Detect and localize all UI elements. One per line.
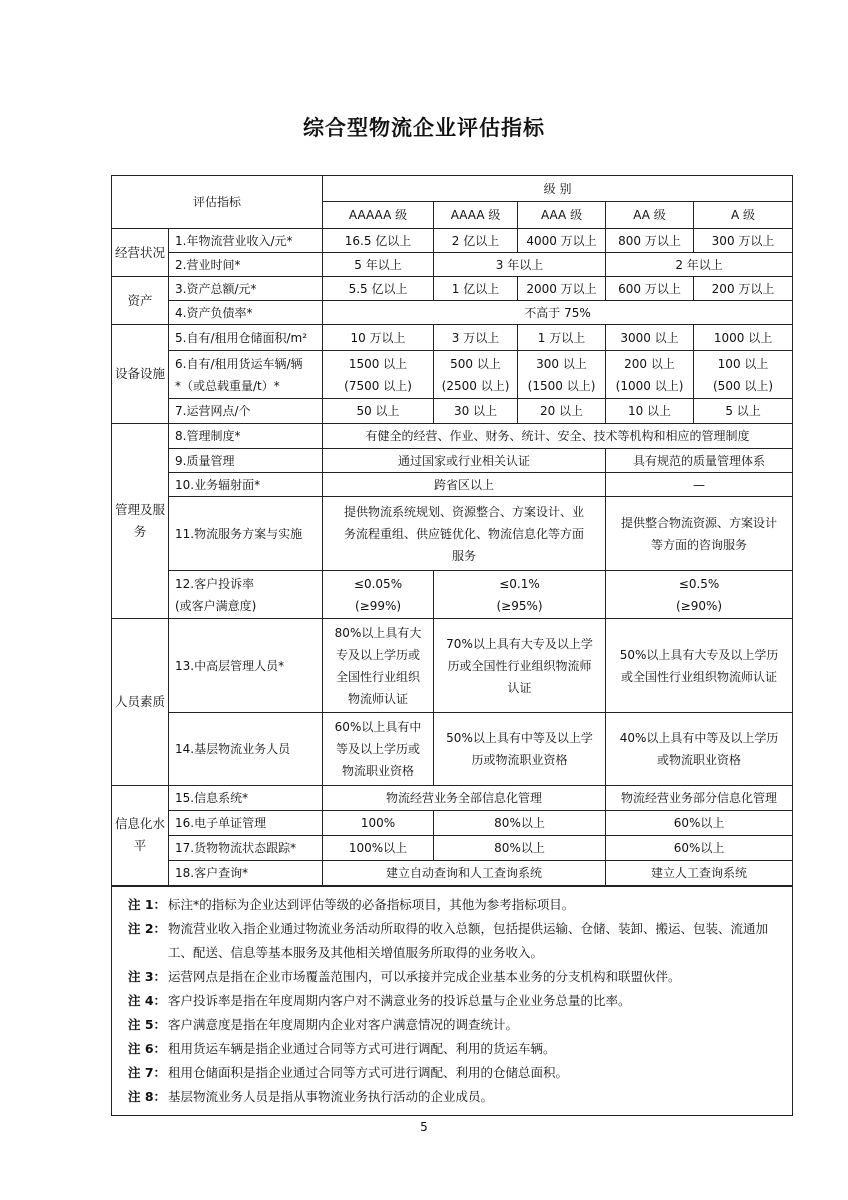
- category-label: 经营状况: [112, 229, 169, 277]
- value-line: (2500 以上): [441, 378, 510, 393]
- indicator-label: 2.营业时间*: [169, 253, 323, 277]
- evaluation-table: [111, 175, 793, 1116]
- value-cell: 2000 万以上: [518, 277, 606, 301]
- table-row: [112, 713, 793, 786]
- notes-row: [112, 886, 793, 1116]
- value-cell: 50 以上: [323, 399, 434, 424]
- indicator-label: 17.货物物流状态跟踪*: [169, 836, 323, 861]
- value-cell: 2 亿以上: [434, 229, 518, 253]
- table-row: [112, 571, 793, 619]
- value-cell: 建立自动查询和人工查询系统: [323, 861, 606, 886]
- value-cell: [323, 571, 434, 619]
- value-cell: 具有规范的质量管理体系: [606, 449, 793, 473]
- value-cell: 4000 万以上: [518, 229, 606, 253]
- value-line: 提供物流系统规划、资源整合、方案设计、业: [344, 504, 585, 519]
- table-row: [112, 619, 793, 713]
- value-line: 全国性行业组织: [336, 669, 421, 684]
- grade-header: AAAA 级: [434, 202, 518, 229]
- category-label: 信息化水平: [112, 786, 169, 886]
- value-line: 等方面的咨询服务: [651, 537, 748, 552]
- note-text: 租用仓储面积是指企业通过合同等方式可进行调配、利用的仓储总面积。: [168, 1064, 569, 1080]
- indicator-label-line: (或客户满意度): [175, 598, 257, 613]
- indicator-label: 15.信息系统*: [169, 786, 323, 811]
- value-cell: [434, 619, 606, 713]
- note-text: 租用货运车辆是指企业通过合同等方式可进行调配、利用的货运车辆。: [168, 1040, 556, 1056]
- value-cell: 有健全的经营、作业、财务、统计、安全、技术等机构和相应的管理制度: [323, 424, 793, 449]
- table-row: [112, 424, 793, 449]
- value-cell: 通过国家或行业相关认证: [323, 449, 606, 473]
- table-row: [112, 253, 793, 277]
- table-row: [112, 836, 793, 861]
- table-row: [112, 811, 793, 836]
- note-item: [128, 1061, 786, 1085]
- table-row: [112, 229, 793, 253]
- indicator-label-line: *（或总载重量/t）*: [175, 378, 280, 393]
- value-cell: 800 万以上: [606, 229, 694, 253]
- value-cell: [518, 351, 606, 399]
- value-cell: 600 万以上: [606, 277, 694, 301]
- value-line: (7500 以上): [344, 378, 412, 393]
- page-number: 5: [420, 1120, 428, 1134]
- value-line: (500 以上): [713, 378, 774, 393]
- value-cell: [434, 571, 606, 619]
- value-cell: 60%以上: [606, 836, 793, 861]
- table-row: [112, 399, 793, 424]
- value-line: ≤0.5%: [678, 576, 720, 591]
- grade-header: A 级: [694, 202, 793, 229]
- category-label: 资产: [112, 277, 169, 325]
- note-text: 客户投诉率是指在年度周期内客户对不满意业务的投诉总量与企业业务总量的比率。: [168, 992, 631, 1008]
- note-text: 客户满意度是指在年度周期内企业对客户满意情况的调查统计。: [168, 1016, 519, 1032]
- value-cell: 10 以上: [606, 399, 694, 424]
- value-cell: 5 年以上: [323, 253, 434, 277]
- indicator-label: 1.年物流营业收入/元*: [169, 229, 323, 253]
- note-text: 运营网点是指在企业市场覆盖范围内，可以承接并完成企业基本业务的分支机构和联盟伙伴。: [168, 968, 681, 984]
- category-label: 人员素质: [112, 619, 169, 786]
- grade-header: AAAAA 级: [323, 202, 434, 229]
- note-label: 注 4：: [128, 992, 167, 1008]
- value-cell: 跨省区以上: [323, 473, 606, 497]
- value-line: 历或全国性行业组织物流师: [447, 658, 592, 673]
- value-line: 60%以上具有中: [334, 720, 422, 734]
- value-line: 1500 以上: [348, 356, 408, 371]
- value-line: 40%以上具有中等及以上学历: [619, 731, 779, 745]
- value-cell: 不高于 75%: [323, 301, 793, 325]
- indicator-label: 4.资产负债率*: [169, 301, 323, 325]
- value-cell: [323, 619, 434, 713]
- notes-cell: [112, 886, 793, 1116]
- value-line: 100 以上: [717, 356, 769, 371]
- note-label: 注 5：: [128, 1016, 167, 1032]
- value-cell: 3 万以上: [434, 325, 518, 351]
- value-cell: 100%: [323, 811, 434, 836]
- indicator-label: 11.物流服务方案与实施: [169, 497, 323, 571]
- note-item: [128, 1037, 786, 1061]
- value-cell: 1 亿以上: [434, 277, 518, 301]
- value-cell: 300 万以上: [694, 229, 793, 253]
- note-text: 基层物流业务人员是指从事物流业务执行活动的企业成员。: [168, 1088, 494, 1104]
- header-level: 级 别: [323, 176, 793, 202]
- value-cell: 200 万以上: [694, 277, 793, 301]
- note-text: 标注*的指标为企业达到评估等级的必备指标项目，其他为参考指标项目。: [168, 896, 575, 912]
- value-cell: 60%以上: [606, 811, 793, 836]
- note-label: 注 1：: [128, 896, 167, 912]
- note-label: 注 2：: [128, 920, 167, 936]
- grade-header: AA 级: [606, 202, 694, 229]
- value-line: 历或物流职业资格: [471, 753, 568, 767]
- table-row: [112, 497, 793, 571]
- value-line: 专及以上学历或: [336, 647, 421, 662]
- note-label: 注 7：: [128, 1064, 167, 1080]
- grade-header: AAA 级: [518, 202, 606, 229]
- indicator-label: 8.管理制度*: [169, 424, 323, 449]
- value-line: (≥95%): [496, 598, 543, 613]
- indicator-label: [169, 351, 323, 399]
- indicator-label: 14.基层物流业务人员: [169, 713, 323, 786]
- value-line: 物流职业资格: [342, 764, 415, 778]
- value-cell: [323, 713, 434, 786]
- value-line: 提供整合物流资源、方案设计: [621, 515, 778, 530]
- indicator-label-line: 6.自有/租用货运车辆/辆: [175, 356, 303, 371]
- table-row: [112, 449, 793, 473]
- value-cell: 2 年以上: [606, 253, 793, 277]
- indicator-label: 5.自有/租用仓储面积/m²: [169, 325, 323, 351]
- value-cell: 10 万以上: [323, 325, 434, 351]
- value-line: (1500 以上): [527, 378, 596, 393]
- note-label: 注 8：: [128, 1088, 167, 1104]
- value-cell: 100%以上: [323, 836, 434, 861]
- note-label: 注 6：: [128, 1040, 167, 1056]
- note-item: [128, 893, 786, 917]
- value-cell: 30 以上: [434, 399, 518, 424]
- value-cell: [434, 713, 606, 786]
- value-line: 等及以上学历或: [336, 742, 421, 756]
- note-item: [128, 989, 786, 1013]
- note-item: [128, 1013, 786, 1037]
- value-cell: [606, 351, 694, 399]
- value-line: 服务: [452, 548, 477, 563]
- indicator-label-line: 12.客户投诉率: [175, 576, 255, 591]
- value-cell: [606, 571, 793, 619]
- category-label: 设备设施: [112, 325, 169, 424]
- indicator-label: 18.客户查询*: [169, 861, 323, 886]
- value-cell: [323, 351, 434, 399]
- header-indicator: 评估指标: [112, 176, 323, 229]
- value-cell: [606, 713, 793, 786]
- value-line: 300 以上: [536, 356, 587, 371]
- value-cell: [323, 497, 606, 571]
- value-line: (≥90%): [676, 598, 723, 613]
- value-cell: 1000 以上: [694, 325, 793, 351]
- value-cell: 3000 以上: [606, 325, 694, 351]
- value-cell: 3 年以上: [434, 253, 606, 277]
- table-row: [112, 351, 793, 399]
- value-line: 或全国性行业组织物流师认证: [621, 669, 778, 684]
- value-cell: 建立人工查询系统: [606, 861, 793, 886]
- header-row: [112, 176, 793, 202]
- page-title: 综合型物流企业评估指标: [303, 116, 545, 140]
- value-line: (≥99%): [354, 598, 402, 613]
- value-cell: 5 以上: [694, 399, 793, 424]
- note-item: [128, 917, 786, 965]
- value-line: 200 以上: [624, 356, 675, 371]
- value-line: 50%以上具有大专及以上学历: [619, 647, 779, 662]
- value-line: 或物流职业资格: [657, 753, 742, 767]
- value-line: 50%以上具有中等及以上学: [446, 731, 593, 745]
- note-item: [128, 1085, 786, 1109]
- value-cell: 80%以上: [434, 811, 606, 836]
- value-cell: 物流经营业务部分信息化管理: [606, 786, 793, 811]
- value-line: 物流师认证: [348, 691, 409, 706]
- value-cell: 1 万以上: [518, 325, 606, 351]
- table-row: [112, 325, 793, 351]
- value-cell: [606, 497, 793, 571]
- value-cell: 5.5 亿以上: [323, 277, 434, 301]
- value-line: 认证: [507, 680, 532, 695]
- value-line: 70%以上具有大专及以上学: [446, 636, 593, 651]
- indicator-label: [169, 571, 323, 619]
- table-row: [112, 277, 793, 301]
- value-cell: 16.5 亿以上: [323, 229, 434, 253]
- value-line: (1000 以上): [615, 378, 684, 393]
- value-cell: [694, 351, 793, 399]
- value-cell: [434, 351, 518, 399]
- note-item: [128, 965, 786, 989]
- value-line: ≤0.1%: [499, 576, 540, 591]
- value-line: 务流程重组、供应链优化、物流信息化等方面: [344, 526, 585, 541]
- note-label: 注 3：: [128, 968, 167, 984]
- value-cell: 80%以上: [434, 836, 606, 861]
- value-line: ≤0.05%: [353, 576, 403, 591]
- note-text: 物流营业收入指企业通过物流业务活动所取得的收入总额，包括提供运输、仓储、装卸、搬运、包装、流通加工、配送、信息等基本服务及其他相关增值服务所取得的业务收入。: [168, 920, 769, 960]
- value-cell: —: [606, 473, 793, 497]
- indicator-label: 10.业务辐射面*: [169, 473, 323, 497]
- indicator-label: 3.资产总额/元*: [169, 277, 323, 301]
- table-row: [112, 301, 793, 325]
- indicator-label: 16.电子单证管理: [169, 811, 323, 836]
- value-line: 500 以上: [450, 356, 501, 371]
- table-row: [112, 786, 793, 811]
- value-cell: 20 以上: [518, 399, 606, 424]
- category-label: 管理及服务: [112, 424, 169, 619]
- indicator-label: 9.质量管理: [169, 449, 323, 473]
- table-row: [112, 861, 793, 886]
- value-line: 80%以上具有大: [334, 625, 422, 640]
- value-cell: 物流经营业务全部信息化管理: [323, 786, 606, 811]
- indicator-label: 7.运营网点/个: [169, 399, 323, 424]
- value-cell: [606, 619, 793, 713]
- indicator-label: 13.中高层管理人员*: [169, 619, 323, 713]
- table-row: [112, 473, 793, 497]
